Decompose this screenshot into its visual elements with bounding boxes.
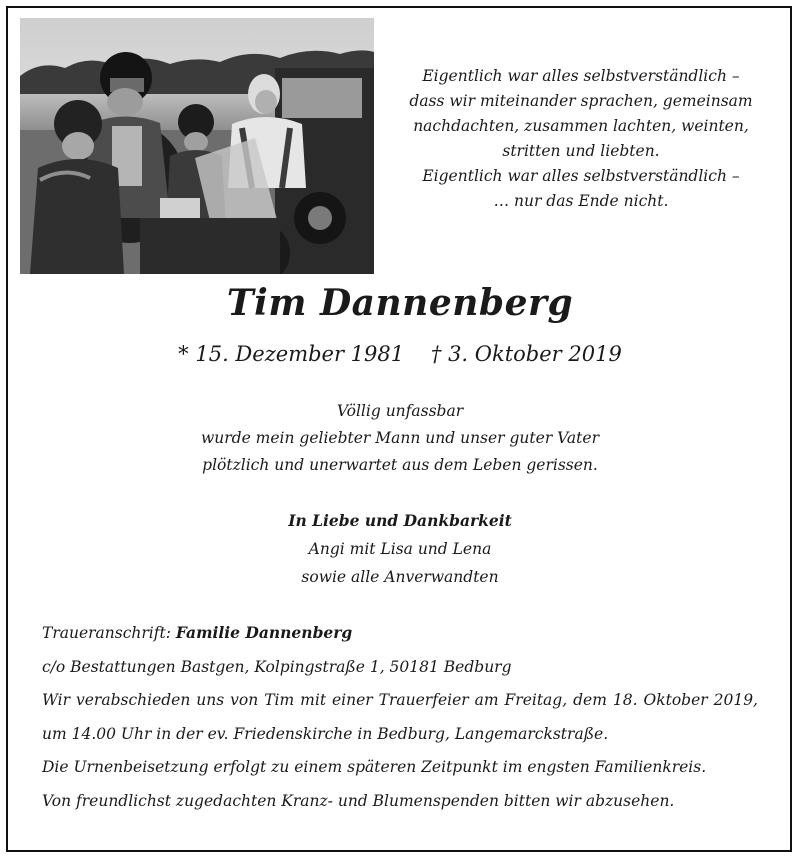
flowers-note: Von freundlichst zugedachten Kranz- und Blumenspenden bitten wir abzusehen. <box>42 791 675 810</box>
message-line: wurde mein geliebter Mann und unser guter Vater <box>201 429 599 447</box>
signature-block <box>0 507 800 591</box>
signature-line: sowie alle Anverwandten <box>301 568 499 586</box>
footer-info <box>42 616 758 818</box>
ceremony-info: Wir verabschieden uns von Tim mit einer Trauerfeier am Freitag, dem 18. Oktober 2019, um 14.00 Uhr in der ev. Friedenskirche in Bedburg, Langemarckstraße. <box>42 691 758 743</box>
poem <box>400 64 762 214</box>
condolence-message <box>0 398 800 479</box>
death-date: 3. Oktober 2019 <box>448 342 622 366</box>
mourning-address <box>42 616 758 651</box>
poem-line: dass wir miteinander sprachen, gemeinsam <box>409 92 753 110</box>
address-line: c/o Bestattungen Bastgen, Kolpingstraße 1, 50181 Bedburg <box>42 657 512 676</box>
life-dates <box>0 342 800 366</box>
birth-date: 15. Dezember 1981 <box>195 342 405 366</box>
address-label: Traueranschrift: <box>42 624 176 642</box>
urn-info: Die Urnenbeisetzung erfolgt zu einem späteren Zeitpunkt im engsten Familienkreis. <box>42 758 707 776</box>
poem-line: Eigentlich war alles selbstverständlich – <box>422 167 740 185</box>
message-line: Völlig unfassbar <box>336 402 464 420</box>
poem-line: nachdachten, zusammen lachten, weinten, <box>413 117 749 135</box>
address-name: Familie Dannenberg <box>175 623 353 642</box>
birth-symbol: * <box>178 342 189 366</box>
poem-line: … nur das Ende nicht. <box>493 192 669 210</box>
death-symbol: † <box>430 342 442 366</box>
signature-heading: In Liebe und Dankbarkeit <box>288 511 512 530</box>
poem-line: stritten und liebten. <box>502 142 660 160</box>
poem-line: Eigentlich war alles selbstverständlich – <box>422 67 740 85</box>
message-line: plötzlich und unerwartet aus dem Leben gerissen. <box>202 456 598 474</box>
signature-line: Angi mit Lisa und Lena <box>308 540 492 558</box>
family-photo <box>20 18 374 274</box>
deceased-name: Tim Dannenberg <box>226 282 574 324</box>
